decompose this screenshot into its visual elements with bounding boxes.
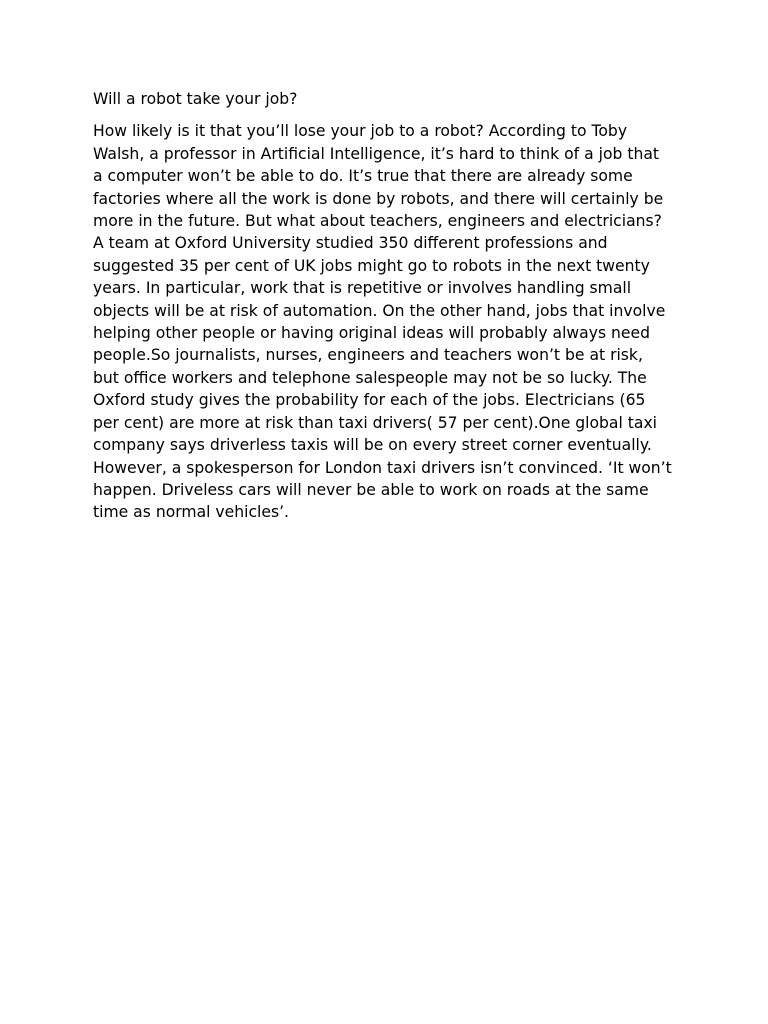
document-body-paragraph: How likely is it that you’ll lose your job to a robot? According to Toby Walsh, a professor in Artificial Intelligence, it’s hard to think of a job that a computer won’t be able to do. It’s true that there are already some factories where all the work is done by robots, and there will certainly be more in the future. But what about teachers, engineers and electricians? A team at Oxford University studied 350 different professions and suggested 35 per cent of UK jobs might go to robots in the next twenty years. In particular, work that is repetitive or involves handling small objects will be at risk of automation. On the other hand, jobs that involve helping other people or having original ideas will probably always need people.So journalists, nurses, engineers and teachers won’t be at risk, but office workers and telephone salespeople may not be so lucky. The Oxford study gives the probability for each of the jobs. Electricians (65 per cent) are more at risk than taxi drivers( 57 per cent).One global taxi company says driverless taxis will be on every street corner eventually. However, a spokesperson for London taxi drivers isn’t convinced. ‘It won’t happen. Driveless cars will never be able to work on roads at the same time as normal vehicles’. [93, 122, 672, 522]
document-title: Will a robot take your job? [93, 90, 298, 108]
document-content [93, 88, 673, 524]
